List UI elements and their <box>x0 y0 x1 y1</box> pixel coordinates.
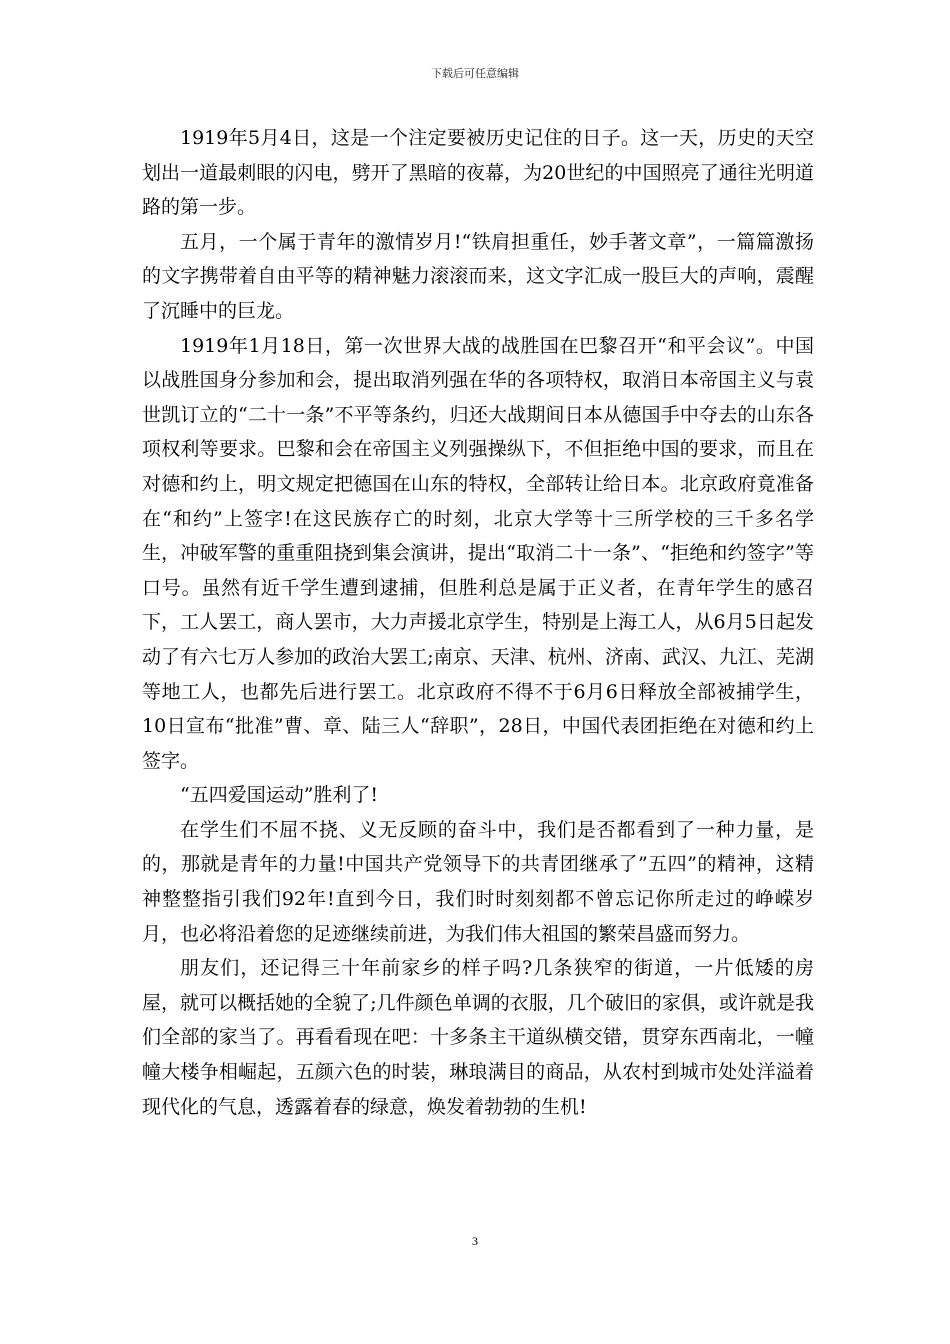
paragraph-victory: “五四爱国运动”胜利了! <box>180 784 379 807</box>
page-number: 3 <box>472 1234 478 1248</box>
document-body <box>142 121 814 1124</box>
paragraph-may-youth: 五月，一个属于青年的激情岁月!“铁肩担重任，妙手著文章”，一篇篇激扬的文字携带着自由平等的精神魅力滚滚而来，这文字汇成一股巨大的声响，震醒了沉睡中的巨龙。 <box>142 230 814 322</box>
paragraph-history: 1919年1月18日，第一次世界大战的战胜国在巴黎召开“和平会议”。中国以战胜国身分参加和会，提出取消列强在华的各项特权，取消日本帝国主义与袁世凯订立的“二十一条”不平等条约，归还大战期间日本从德国手中夺去的山东各项权利等要求。巴黎和会在帝国主义列强操纵下，不但拒绝中国的要求，而且在对德和约上，明文规定把德国在山东的特权，全部转让给日本。北京政府竟准备在“和约”上签字!在这民族存亡的时刻，北京大学等十三所学校的三千多名学生，冲破军警的重重阻挠到集会演讲，提出“取消二十一条”、“拒绝和约签字”等口号。虽然有近千学生遭到逮捕，但胜利总是属于正义者，在青年学生的感召下，工人罢工，商人罢市，大力声援北京学生，特别是上海工人，从6月5日起发动了有六七万人参加的政治大罢工;南京、天津、杭州、济南、武汉、九江、芜湖等地工人，也都先后进行罢工。北京政府不得不于6月6日释放全部被捕学生，10日宣布“批准”曹、章、陆三人“辞职”，28日，中国代表团拒绝在对德和约上签字。 <box>142 334 814 772</box>
page-header: 下载后可任意编辑 <box>431 67 519 80</box>
paragraph-hometown: 朋友们，还记得三十年前家乡的样子吗?几条狭窄的街道，一片低矮的房屋，就可以概括她的全貌了;几件颜色单调的衣服，几个破旧的家俱，或许就是我们全部的家当了。再看看现在吧：十多条主干道纵横交错，贯穿东西南北，一幢幢大楼争相崛起，五颜六色的时装，琳琅满目的商品，从农村到城市处处洋溢着现代化的气息，透露着春的绿意，焕发着勃勃的生机! <box>142 957 814 1118</box>
paragraph-youth-power: 在学生们不屈不挠、义无反顾的奋斗中，我们是否都看到了一种力量，是的，那就是青年的力量!中国共产党领导下的共青团继承了”五四”的精神，这精神整整指引我们92年!直到今日，我们时时刻刻都不曾忘记你所走过的峥嵘岁月，也必将沿着您的足迹继续前进，为我们伟大祖国的繁荣昌盛而努力。 <box>142 818 814 945</box>
paragraph-may-fourth-intro: 1919年5月4日，这是一个注定要被历史记住的日子。这一天，历史的天空划出一道最刺眼的闪电，劈开了黑暗的夜幕，为20世纪的中国照亮了通往光明道路的第一步。 <box>142 127 814 219</box>
